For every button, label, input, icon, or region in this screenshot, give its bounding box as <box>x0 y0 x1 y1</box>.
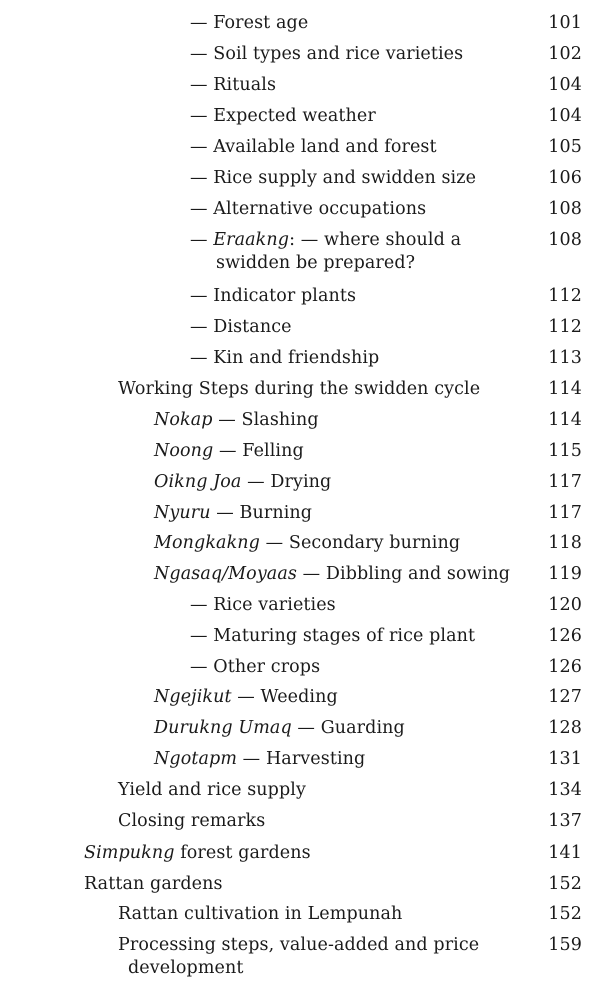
toc-page-number: 126 <box>548 626 582 646</box>
toc-entry-text: — Rice supply and swidden size <box>190 168 477 188</box>
toc-entry-text: — Distance <box>190 317 292 337</box>
toc-entry-italic-term: Ngasaq/Moyaas <box>154 564 297 584</box>
toc-entry-title <box>118 779 306 801</box>
toc-entry-continuation: swidden be prepared? <box>216 253 416 273</box>
toc-entry-text: — Maturing stages of rice plant <box>190 626 476 646</box>
toc-entry-italic-term: Nokap <box>154 410 213 430</box>
toc-entry-title <box>154 440 304 462</box>
toc-entry-title <box>154 748 365 770</box>
toc-entry-text: — Drying <box>241 472 332 492</box>
toc-entry-title <box>190 198 426 220</box>
toc-entry-italic-term: Noong <box>154 441 214 461</box>
toc-page-number: 112 <box>548 317 582 337</box>
toc-page-number: 104 <box>548 75 582 95</box>
toc-entry-title <box>190 167 476 189</box>
toc-entry-text: : — where should a <box>289 230 462 250</box>
toc-entry-title <box>154 502 312 524</box>
toc-page-number: 115 <box>548 441 582 461</box>
toc-entry-text: — Forest age <box>190 13 309 33</box>
toc-entry-title <box>190 43 463 65</box>
toc-entry-text: Yield and rice supply <box>118 780 306 800</box>
toc-entry-text: Rattan cultivation in Lempunah <box>118 904 403 924</box>
toc-entry-title <box>154 563 510 585</box>
toc-entry-text: — Harvesting <box>237 749 366 769</box>
toc-entry-text: — Rice varieties <box>190 595 336 615</box>
toc-entry-title <box>190 136 437 158</box>
toc-entry-text: — Burning <box>210 503 313 523</box>
toc-page-number: 137 <box>548 811 582 831</box>
toc-page-number: 113 <box>548 348 582 368</box>
toc-entry-title <box>190 74 276 96</box>
toc-entry-text: — Felling <box>213 441 304 461</box>
toc-entry-text: — Alternative occupations <box>190 199 427 219</box>
toc-entry-title <box>154 471 331 493</box>
toc-entry-italic-term: Ngejikut <box>154 687 232 707</box>
toc-entry-text: forest gardens <box>174 843 311 863</box>
toc-page-number: 102 <box>548 44 582 64</box>
toc-entry-title <box>190 12 308 34</box>
toc-entry-title <box>118 810 265 832</box>
toc-entry-text: — Guarding <box>291 718 405 738</box>
toc-page-number: 141 <box>548 843 582 863</box>
toc-entry-italic-term: Oikng Joa <box>154 472 242 492</box>
toc-entry-title <box>190 656 320 678</box>
toc-entry-title <box>154 717 405 739</box>
toc-entry-title <box>190 316 292 338</box>
toc-entry-italic-term: Eraakng <box>213 230 290 250</box>
toc-page-number: 128 <box>548 718 582 738</box>
toc-entry-title <box>84 873 223 895</box>
toc-entry-text: — Secondary burning <box>259 533 461 553</box>
toc-entry-title <box>190 594 336 616</box>
toc-entry-title <box>190 347 379 369</box>
toc-entry-italic-term: Simpukng <box>84 843 175 863</box>
toc-entry-italic-term: Ngotapm <box>154 749 238 769</box>
toc-entry-title <box>190 285 356 307</box>
toc-page-number: 127 <box>548 687 582 707</box>
toc-entry-text: Rattan gardens <box>84 874 223 894</box>
toc-entry-text: — Expected weather <box>190 106 376 126</box>
toc-page-number: 112 <box>548 286 582 306</box>
toc-page-number: 114 <box>548 379 582 399</box>
toc-page-number: 114 <box>548 410 582 430</box>
toc-entry-text: — Available land and forest <box>190 137 437 157</box>
toc-page-number: 106 <box>548 168 582 188</box>
toc-page-number: 104 <box>548 106 582 126</box>
toc-entry-text: — <box>190 230 214 250</box>
toc-entry-text: — Rituals <box>190 75 277 95</box>
toc-entry-text: Working Steps during the swidden cycle <box>118 379 481 399</box>
toc-entry-italic-term: Durukng Umaq <box>154 718 292 738</box>
toc-entry-text: — Kin and friendship <box>190 348 380 368</box>
toc-entry-text: — Other crops <box>190 657 321 677</box>
toc-entry-title <box>118 903 402 925</box>
toc-entry-title <box>154 686 338 708</box>
toc-entry-text: — Dibbling and sowing <box>296 564 511 584</box>
toc-page-number: 101 <box>548 13 582 33</box>
toc-page-number: 152 <box>548 904 582 924</box>
toc-page-number: 152 <box>548 874 582 894</box>
toc-page-number: 131 <box>548 749 582 769</box>
toc-entry-title <box>118 934 479 979</box>
toc-page-number: 119 <box>548 564 582 584</box>
toc-page-number: 118 <box>548 533 582 553</box>
toc-page-number: 105 <box>548 137 582 157</box>
toc-page-number: 117 <box>548 472 582 492</box>
toc-entry-text: — Soil types and rice varieties <box>190 44 464 64</box>
toc-entry-text: — Weeding <box>231 687 338 707</box>
toc-entry-title <box>154 409 319 431</box>
toc-entry-title <box>154 532 460 554</box>
toc-page-number: 108 <box>548 230 582 250</box>
toc-page-number: 134 <box>548 780 582 800</box>
toc-entry-title <box>84 842 311 864</box>
toc-entry-title <box>190 105 376 127</box>
toc-page-number: 126 <box>548 657 582 677</box>
toc-page-number: 120 <box>548 595 582 615</box>
toc-page-number: 108 <box>548 199 582 219</box>
toc-entry-italic-term: Mongkakng <box>154 533 260 553</box>
toc-entry-text: — Slashing <box>212 410 319 430</box>
toc-entry-text: Processing steps, value-added and price <box>118 935 480 955</box>
toc-entry-title <box>190 229 461 274</box>
toc-page-number: 159 <box>548 935 582 955</box>
toc-page-number: 117 <box>548 503 582 523</box>
toc-entry-text: — Indicator plants <box>190 286 357 306</box>
toc-entry-title <box>118 378 480 400</box>
toc-entry-continuation: development <box>128 958 244 978</box>
toc-entry-title <box>190 625 475 647</box>
toc-entry-text: Closing remarks <box>118 811 266 831</box>
toc-entry-italic-term: Nyuru <box>154 503 211 523</box>
